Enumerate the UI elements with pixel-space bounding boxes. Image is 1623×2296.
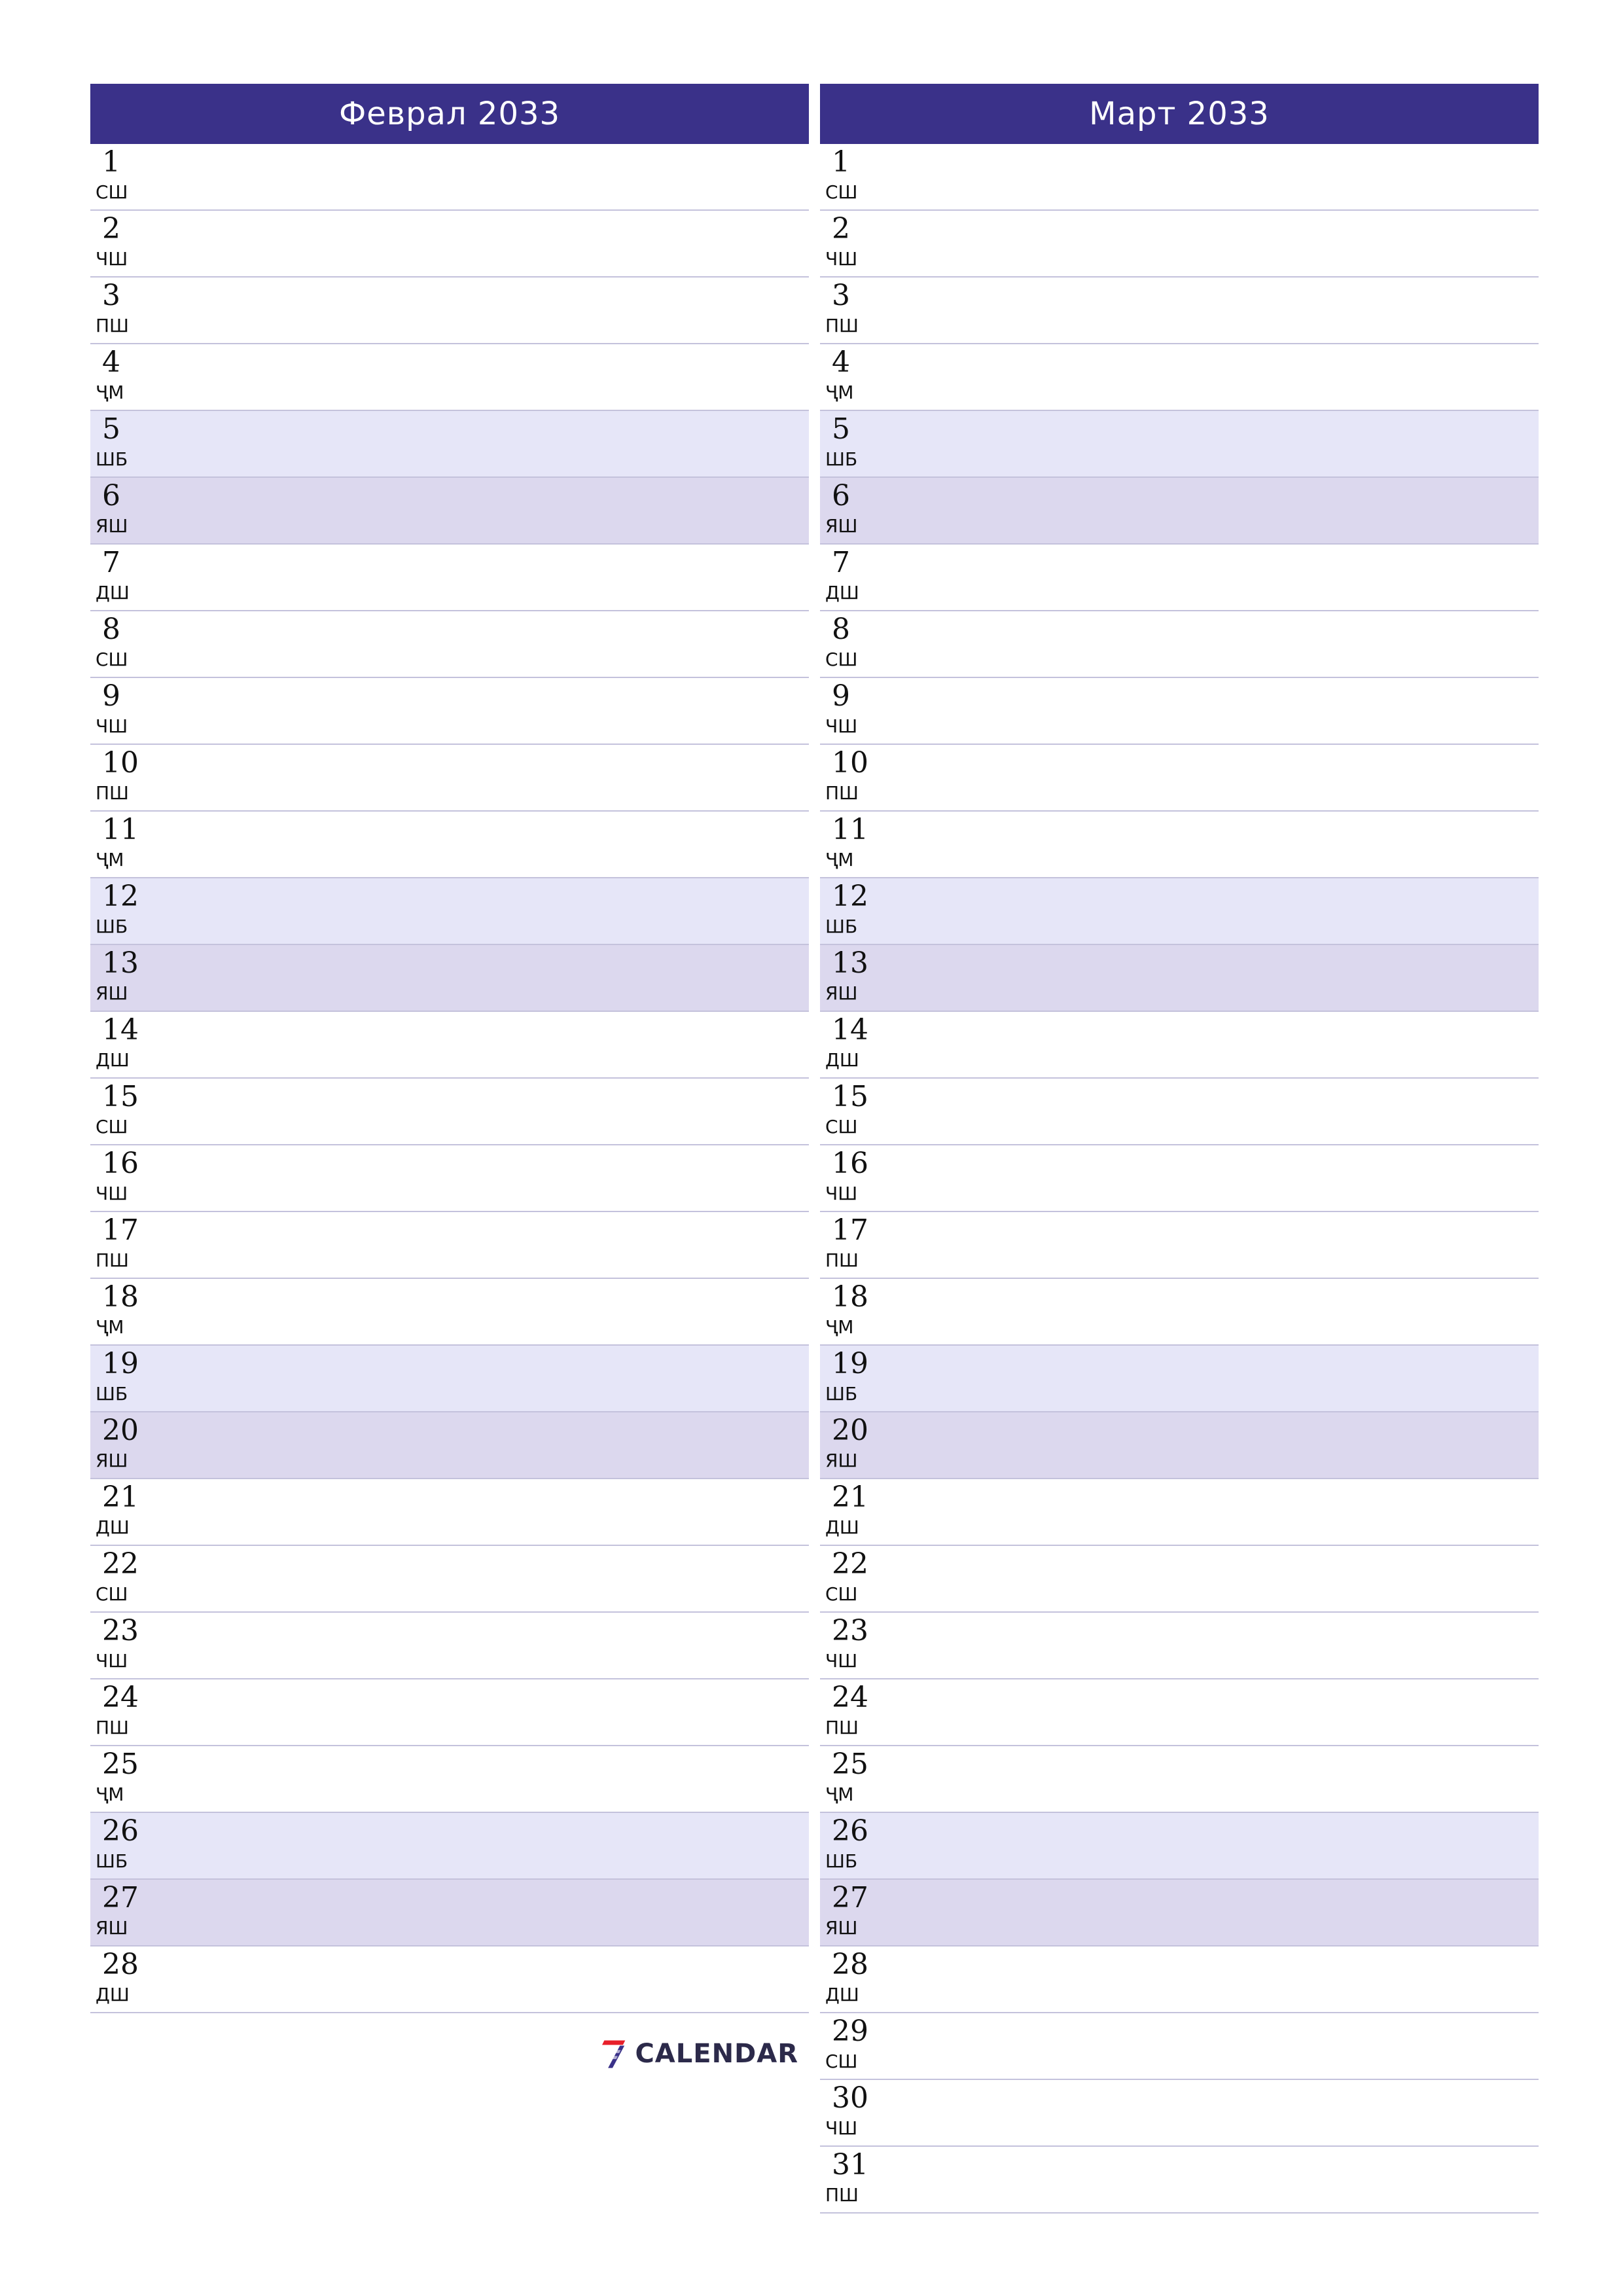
day-number: 18 xyxy=(832,1280,868,1314)
day-row xyxy=(90,344,809,411)
day-number: 31 xyxy=(832,2148,868,2181)
day-number: 23 xyxy=(102,1614,139,1647)
day-number: 12 xyxy=(102,880,139,913)
seven-logo-icon xyxy=(602,2028,626,2080)
day-of-week: ДШ xyxy=(96,1049,130,1071)
day-of-week: СШ xyxy=(825,181,858,203)
logo-text: CALENDAR xyxy=(635,2039,798,2069)
day-of-week: ДШ xyxy=(825,1049,859,1071)
day-of-week: ШБ xyxy=(96,1850,128,1872)
day-row xyxy=(820,1212,1539,1279)
month-title: Феврал 2033 xyxy=(90,84,809,144)
day-of-week: ЧШ xyxy=(96,1650,128,1672)
day-row xyxy=(820,278,1539,344)
day-row xyxy=(820,678,1539,745)
day-of-week: ШБ xyxy=(96,1383,128,1405)
day-row xyxy=(820,1012,1539,1079)
day-row xyxy=(820,812,1539,878)
day-of-week: ПШ xyxy=(96,315,129,336)
day-of-week: ЧШ xyxy=(825,1650,858,1672)
day-row xyxy=(90,1546,809,1613)
day-number: 18 xyxy=(102,1280,139,1314)
day-of-week: ЯШ xyxy=(825,1917,858,1939)
day-row xyxy=(90,1279,809,1346)
day-of-week: СШ xyxy=(96,1583,128,1605)
day-number: 23 xyxy=(832,1614,868,1647)
day-of-week: ПШ xyxy=(825,315,859,336)
day-row xyxy=(90,1212,809,1279)
day-of-week: ҶМ xyxy=(96,1784,124,1805)
day-list xyxy=(90,144,809,2013)
day-number: 8 xyxy=(102,613,120,646)
day-row xyxy=(90,545,809,611)
day-of-week: ПШ xyxy=(96,1249,129,1271)
day-row xyxy=(90,812,809,878)
day-row xyxy=(820,478,1539,545)
day-number: 22 xyxy=(832,1547,868,1581)
day-row xyxy=(90,411,809,478)
day-row xyxy=(820,945,1539,1012)
day-of-week: ПШ xyxy=(825,1717,859,1738)
day-number: 7 xyxy=(832,546,850,579)
day-number: 1 xyxy=(102,145,120,179)
day-row xyxy=(820,1346,1539,1412)
day-of-week: ДШ xyxy=(825,1516,859,1538)
day-number: 12 xyxy=(832,880,868,913)
day-row xyxy=(820,2080,1539,2147)
day-number: 26 xyxy=(832,1814,868,1848)
day-of-week: ЧШ xyxy=(825,2117,858,2139)
day-row xyxy=(820,1880,1539,1946)
day-number: 13 xyxy=(832,946,868,980)
day-of-week: СШ xyxy=(825,649,858,670)
day-number: 9 xyxy=(832,679,850,713)
day-of-week: ЧШ xyxy=(96,715,128,737)
day-of-week: ДШ xyxy=(825,582,859,603)
day-of-week: СШ xyxy=(825,1583,858,1605)
day-list xyxy=(820,144,1539,2214)
day-of-week: ЯШ xyxy=(96,1450,128,1471)
day-of-week: ҶМ xyxy=(825,382,854,403)
day-row xyxy=(90,1946,809,2013)
day-of-week: ЧШ xyxy=(825,715,858,737)
day-number: 27 xyxy=(102,1881,139,1914)
day-of-week: ШБ xyxy=(96,448,128,470)
day-of-week: ПШ xyxy=(825,1249,859,1271)
day-of-week: ПШ xyxy=(96,782,129,804)
day-of-week: ПШ xyxy=(825,2184,859,2206)
day-number: 5 xyxy=(102,412,120,446)
day-of-week: ДШ xyxy=(96,1984,130,2005)
day-row xyxy=(820,1412,1539,1479)
day-number: 10 xyxy=(832,746,868,780)
day-of-week: ЯШ xyxy=(96,515,128,537)
day-number: 30 xyxy=(832,2081,868,2115)
day-of-week: ЯШ xyxy=(96,1917,128,1939)
day-of-week: ҶМ xyxy=(825,1784,854,1805)
day-of-week: ДШ xyxy=(96,582,130,603)
day-of-week: ШБ xyxy=(825,1383,858,1405)
day-number: 5 xyxy=(832,412,850,446)
day-number: 4 xyxy=(832,346,850,379)
day-row xyxy=(90,1079,809,1145)
day-number: 21 xyxy=(102,1480,139,1514)
day-row xyxy=(90,144,809,211)
month-title: Март 2033 xyxy=(820,84,1539,144)
day-number: 22 xyxy=(102,1547,139,1581)
day-row xyxy=(90,478,809,545)
day-row xyxy=(820,2147,1539,2214)
day-row xyxy=(90,878,809,945)
day-row xyxy=(90,1412,809,1479)
day-of-week: ЧШ xyxy=(825,248,858,270)
day-number: 20 xyxy=(102,1414,139,1447)
day-number: 2 xyxy=(832,212,850,245)
day-of-week: ЧШ xyxy=(96,1183,128,1204)
day-row xyxy=(820,1479,1539,1546)
day-number: 15 xyxy=(102,1080,139,1113)
day-row xyxy=(820,545,1539,611)
day-row xyxy=(820,611,1539,678)
day-of-week: ДШ xyxy=(96,1516,130,1538)
day-row xyxy=(90,611,809,678)
day-row xyxy=(820,1746,1539,1813)
day-of-week: СШ xyxy=(96,1116,128,1138)
day-number: 9 xyxy=(102,679,120,713)
day-row xyxy=(820,211,1539,278)
day-of-week: ШБ xyxy=(96,916,128,937)
day-row xyxy=(820,344,1539,411)
day-row xyxy=(820,1946,1539,2013)
day-number: 17 xyxy=(832,1213,868,1247)
day-number: 16 xyxy=(832,1147,868,1180)
day-row xyxy=(90,1746,809,1813)
day-number: 19 xyxy=(832,1347,868,1380)
day-row xyxy=(90,278,809,344)
day-row xyxy=(820,1279,1539,1346)
day-number: 24 xyxy=(832,1681,868,1714)
day-row xyxy=(90,745,809,812)
day-of-week: ШБ xyxy=(825,448,858,470)
day-row xyxy=(820,411,1539,478)
day-row xyxy=(90,1813,809,1880)
day-of-week: ҶМ xyxy=(96,849,124,870)
day-number: 29 xyxy=(832,2015,868,2048)
day-of-week: ҶМ xyxy=(825,1316,854,1338)
day-of-week: ҶМ xyxy=(825,849,854,870)
day-of-week: ҶМ xyxy=(96,382,124,403)
day-number: 25 xyxy=(832,1748,868,1781)
day-number: 4 xyxy=(102,346,120,379)
day-of-week: СШ xyxy=(96,649,128,670)
day-number: 24 xyxy=(102,1681,139,1714)
month-february xyxy=(90,84,809,2013)
day-row xyxy=(90,1679,809,1746)
day-of-week: ЯШ xyxy=(96,982,128,1004)
day-number: 1 xyxy=(832,145,850,179)
day-number: 15 xyxy=(832,1080,868,1113)
day-of-week: ЯШ xyxy=(825,982,858,1004)
day-of-week: ЯШ xyxy=(825,1450,858,1471)
day-of-week: ШБ xyxy=(825,916,858,937)
day-number: 8 xyxy=(832,613,850,646)
day-row xyxy=(90,1479,809,1546)
day-row xyxy=(820,1679,1539,1746)
day-row xyxy=(820,1079,1539,1145)
day-of-week: ҶМ xyxy=(96,1316,124,1338)
day-row xyxy=(90,945,809,1012)
day-row xyxy=(820,1145,1539,1212)
day-number: 11 xyxy=(102,813,139,846)
day-of-week: ДШ xyxy=(825,1984,859,2005)
day-row xyxy=(820,878,1539,945)
day-number: 3 xyxy=(832,279,850,312)
day-number: 17 xyxy=(102,1213,139,1247)
day-of-week: СШ xyxy=(825,2051,858,2072)
day-row xyxy=(820,1613,1539,1679)
day-number: 20 xyxy=(832,1414,868,1447)
day-of-week: ПШ xyxy=(825,782,859,804)
day-number: 13 xyxy=(102,946,139,980)
day-number: 2 xyxy=(102,212,120,245)
day-number: 16 xyxy=(102,1147,139,1180)
day-of-week: СШ xyxy=(825,1116,858,1138)
day-number: 19 xyxy=(102,1347,139,1380)
day-row xyxy=(820,1546,1539,1613)
day-row xyxy=(90,211,809,278)
day-of-week: ЯШ xyxy=(825,515,858,537)
day-row xyxy=(90,1346,809,1412)
day-number: 14 xyxy=(102,1013,139,1047)
day-row xyxy=(90,1613,809,1679)
day-number: 25 xyxy=(102,1748,139,1781)
day-number: 26 xyxy=(102,1814,139,1848)
day-row xyxy=(820,144,1539,211)
day-of-week: СШ xyxy=(96,181,128,203)
brand-logo xyxy=(602,2028,798,2080)
month-march xyxy=(820,84,1539,2214)
day-number: 11 xyxy=(832,813,868,846)
day-number: 3 xyxy=(102,279,120,312)
day-number: 7 xyxy=(102,546,120,579)
day-number: 10 xyxy=(102,746,139,780)
day-row xyxy=(90,1880,809,1946)
day-row xyxy=(90,678,809,745)
day-row xyxy=(820,2013,1539,2080)
day-number: 28 xyxy=(832,1948,868,1981)
day-number: 28 xyxy=(102,1948,139,1981)
day-row xyxy=(90,1012,809,1079)
day-of-week: ЧШ xyxy=(825,1183,858,1204)
day-row xyxy=(90,1145,809,1212)
day-of-week: ЧШ xyxy=(96,248,128,270)
day-number: 6 xyxy=(832,479,850,512)
day-of-week: ПШ xyxy=(96,1717,129,1738)
day-number: 6 xyxy=(102,479,120,512)
day-row xyxy=(820,1813,1539,1880)
day-number: 27 xyxy=(832,1881,868,1914)
day-of-week: ШБ xyxy=(825,1850,858,1872)
day-number: 21 xyxy=(832,1480,868,1514)
day-number: 14 xyxy=(832,1013,868,1047)
day-row xyxy=(820,745,1539,812)
